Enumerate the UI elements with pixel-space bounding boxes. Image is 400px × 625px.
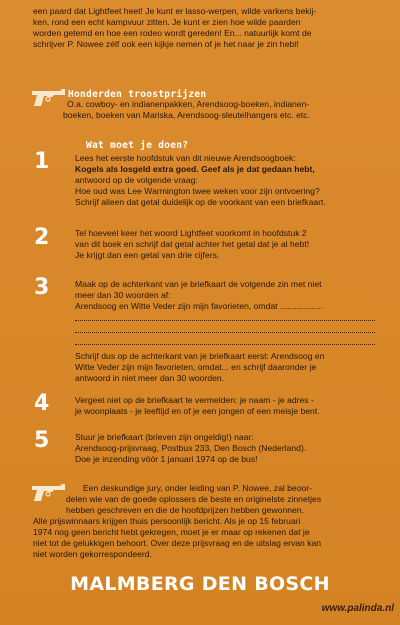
step-line: antwoord op de volgende vraag: [75, 175, 198, 185]
intro-line: schrijver P. Nowee zélf ook een kijkje nemen of je het naar je zin hebt! [33, 39, 299, 49]
consolation-line: O.a. cowboy- en indianenpakken, Arendsoog-boeken, indianen- [67, 99, 310, 109]
step-line: Je krijgt dan een getal van drie cijfers. [75, 250, 220, 260]
intro-line: ken, rond een echt kampvuur zitten. Je kunt er zien hoe wilde paarden [33, 17, 301, 27]
intro-line: worden getemd en hoe een rodeo wordt gereden! En... natuurlijk komt de [33, 28, 312, 38]
step-4-text [75, 395, 380, 417]
step-number: 2 [34, 225, 50, 250]
step-line: Hoe oud was Lee Warmington twee weken voor zijn ontvoering? [75, 186, 320, 196]
answer-line [75, 336, 375, 345]
step-number: 1 [34, 149, 50, 174]
step-line: Lees het eerste hoofdstuk van dit nieuwe Arendsoogboek: [75, 153, 296, 163]
step-line: je woonplaats - je leeftijd en of je een jongen of een meisje bent. [75, 406, 320, 416]
consolation-heading: Honderden troostprijzen [68, 89, 207, 100]
watermark: www.palinda.nl [321, 603, 394, 614]
step-line: Arendsoog en Witte Veder zijn mijn favorieten, omdat .................. [75, 301, 323, 311]
step-3-text [75, 279, 380, 384]
step-line: Arendsoog-prijsvraag, Postbus 233, Den Bosch (Nederland). [75, 443, 307, 453]
intro-paragraph [33, 6, 378, 50]
step-line: Vergeet niet op de briefkaart te vermelden: je naam - je adres - [75, 395, 314, 405]
answer-line [75, 324, 375, 333]
jury-line: niet worden gekorrespondeerd. [33, 549, 152, 559]
step-line: Kogels als losgeld extra goed. Geef als je dat gedaan hebt, [75, 164, 315, 174]
step-line: Tel hoeveel keer het woord Lightfeet voorkomt in hoofdstuk 2 [75, 228, 307, 238]
step-number: 5 [34, 428, 50, 453]
jury-line: delen wie van de goede oplossers de beste en originelste zinnetjes [66, 494, 322, 504]
step-line: Doe je inzending vóór 1 januari 1974 op de bus! [75, 454, 258, 464]
step-line: Maak op de achterkant van je briefkaart de volgende zin met niet [75, 279, 322, 289]
howto-heading: Wat moet je doen? [86, 140, 189, 151]
step-1-text [75, 153, 380, 208]
consolation-line: boeken, boeken van Mariska, Arendsoog-sleutelhangers etc. etc. [63, 110, 310, 120]
jury-line: hebben geschreven en die de hoofdprijzen hebben gewonnen. [66, 505, 304, 515]
jury-paragraph [33, 483, 378, 560]
jury-line: 1974 nog geen bericht hebt gekregen, moet je er maar op rekenen dat je [33, 527, 310, 537]
step-2-text [75, 228, 380, 261]
consolation-text [63, 99, 378, 121]
step-line: antwoord in niet meer dan 30 woorden. [75, 373, 225, 383]
jury-line: Een deskundige jury, onder leiding van P. Nowee, zal beoor- [83, 483, 312, 493]
step-line: Schrijf alleen dat getal duidelijk op de voorkant van een briefkaart. [75, 197, 326, 207]
intro-line: een paard dat Lightfeet heet! Je kunt er lasso-werpen, wilde varkens bekij- [33, 6, 317, 16]
step-line: van dit boek en schrijf dat getal achter het getal dat je al hebt! [75, 239, 310, 249]
step-line: meer dan 30 woorden af: [75, 290, 171, 300]
step-number: 4 [34, 391, 50, 416]
step-line: Witte Veder zijn mijn favorieten, omdat... en schrijf daaronder je [75, 362, 317, 372]
publisher-footer: MALMBERG DEN BOSCH [70, 573, 330, 595]
step-line: Schrijf dus op de achterkant van je briefkaart eerst: Arendsoog en [75, 351, 325, 361]
step-line: Stuur je briefkaart (brieven zijn ongeldig!) naar: [75, 432, 254, 442]
jury-line: niet tot de gelukkigen behoort. Over deze prijsvraag en de uitslag ervan kan [33, 538, 322, 548]
step-number: 3 [34, 275, 50, 300]
answer-line [75, 312, 375, 321]
jury-line: Alle prijswinnaars krijgen thuis persoonlijk bericht. Als je op 15 februari [33, 516, 301, 526]
step-5-text [75, 432, 380, 465]
